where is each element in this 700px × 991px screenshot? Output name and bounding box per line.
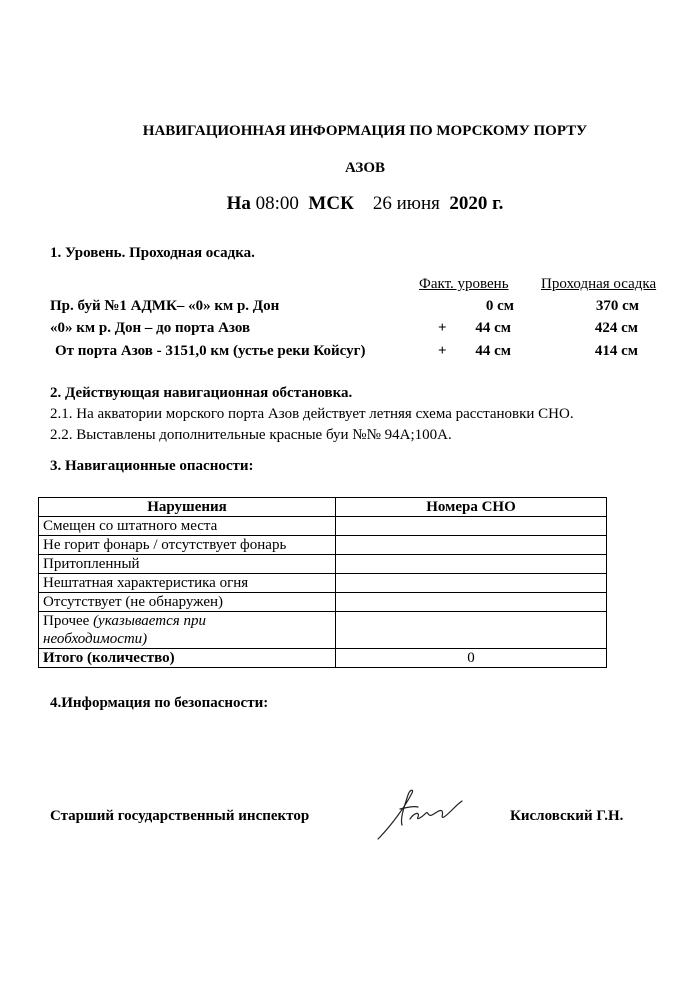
row1-draft: 370 см [595, 298, 639, 314]
row-label: Отсутствует (не обнаружен) [39, 593, 336, 612]
section2-item2: 2.2. Выставлены дополнительные красные буи №№ 94А;100А. [50, 427, 452, 443]
table-row-other [39, 612, 607, 649]
date-prefix: На [226, 193, 251, 214]
row-label: Смещен со штатного места [39, 517, 336, 536]
section2-title: 2. Действующая навигационная обстановка. [50, 385, 353, 401]
table-row-total [39, 649, 607, 668]
timezone: МСК [308, 193, 354, 214]
doc-title: НАВИГАЦИОННАЯ ИНФОРМАЦИЯ ПО МОРСКОМУ ПОРТУ [142, 123, 588, 139]
signature-image [370, 787, 470, 842]
row-value [336, 555, 607, 574]
table-header-row [39, 498, 607, 517]
other-label: Прочее [43, 613, 90, 629]
row-value [336, 593, 607, 612]
year-value: 2020 г. [449, 193, 504, 214]
row-value [336, 574, 607, 593]
row2-draft: 424 см [594, 320, 638, 336]
col-violations-header: Нарушения [39, 498, 336, 517]
hazards-table [38, 497, 607, 668]
row-label: Нештатная характеристика огня [39, 574, 336, 593]
table-row [39, 593, 607, 612]
table-row [39, 555, 607, 574]
row3-level: 44 см [475, 343, 511, 359]
row3-name: От порта Азов - 3151,0 км (устье реки Койсуг) [55, 343, 366, 359]
total-value: 0 [336, 649, 607, 668]
other-note-1: (указывается при [93, 613, 206, 629]
section2-item1: 2.1. На акватории морского порта Азов действует летняя схема расстановки СНО. [50, 406, 574, 422]
total-label: Итого (количество) [39, 649, 336, 668]
doc-subtitle-port: АЗОВ [344, 160, 386, 176]
row1-level: 0 см [485, 298, 514, 314]
row-label: Притопленный [39, 555, 336, 574]
row2-sign: + [438, 320, 447, 336]
row2-name: «0» км р. Дон – до порта Азов [50, 320, 251, 336]
row-other-label [39, 612, 336, 649]
doc-datetime [0, 193, 700, 215]
signer-name: Кисловский Г.Н. [510, 808, 624, 824]
table-row [39, 536, 607, 555]
row3-sign: + [438, 343, 447, 359]
row-value [336, 517, 607, 536]
col-draft: Проходная осадка [541, 276, 657, 292]
row-other-value [336, 612, 607, 649]
section4-title: 4.Информация по безопасности: [50, 695, 269, 711]
col-fact-level: Факт. уровень [419, 276, 509, 292]
table-row [39, 574, 607, 593]
date-value: 26 июня [372, 193, 440, 214]
section1-title: 1. Уровень. Проходная осадка. [50, 245, 255, 261]
signer-position: Старший государственный инспектор [50, 808, 310, 824]
time-value: 08:00 [255, 193, 299, 214]
other-note-2: необходимости) [43, 631, 148, 647]
row-value [336, 536, 607, 555]
row-label: Не горит фонарь / отсутствует фонарь [39, 536, 336, 555]
row2-level: 44 см [475, 320, 511, 336]
table-row [39, 517, 607, 536]
section3-title: 3. Навигационные опасности: [50, 458, 254, 474]
row1-name: Пр. буй №1 АДМК– «0» км р. Дон [50, 298, 280, 314]
col-sno-header: Номера СНО [336, 498, 607, 517]
row3-draft: 414 см [594, 343, 638, 359]
